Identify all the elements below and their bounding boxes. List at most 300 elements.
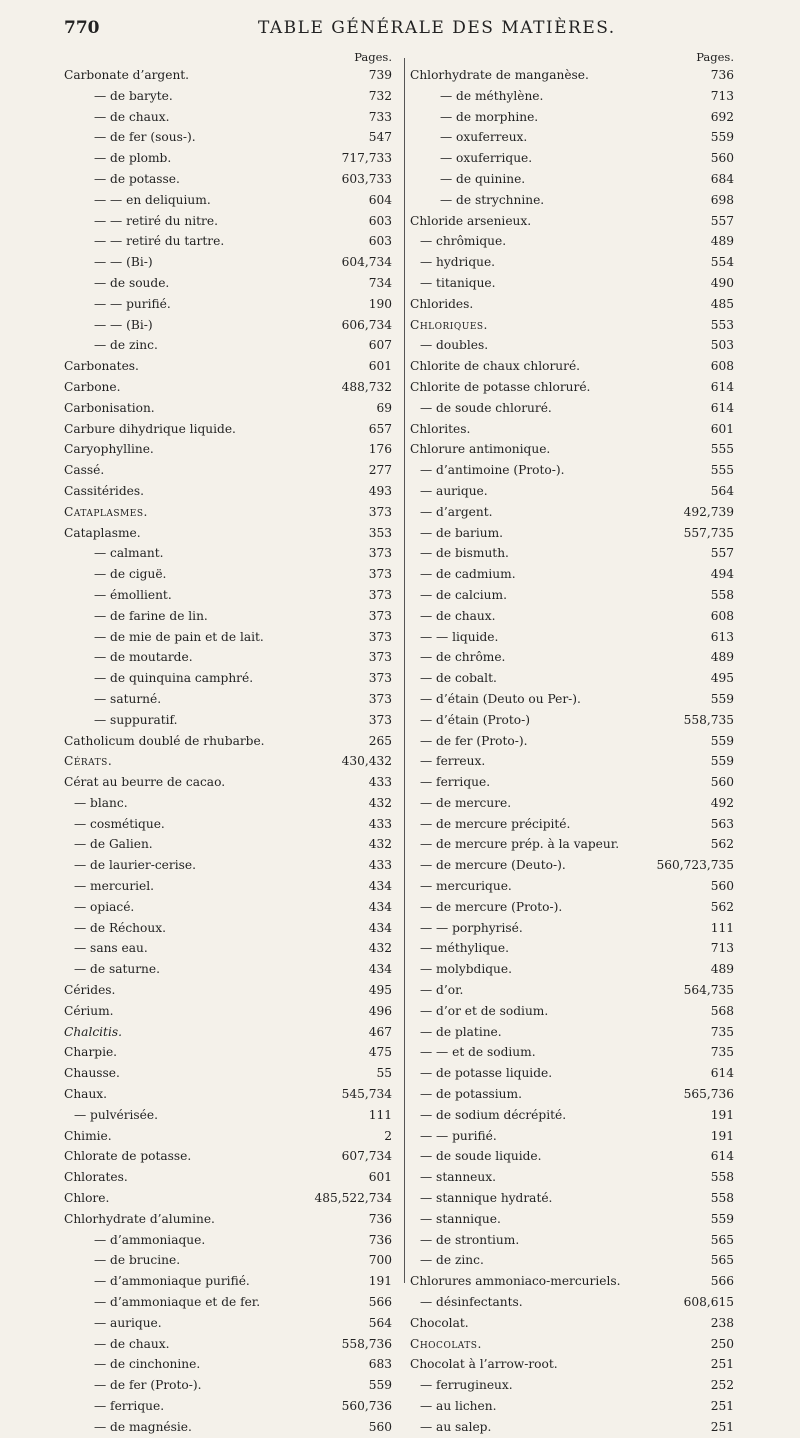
- index-entry: [410, 814, 742, 835]
- entry-pages: 614: [710, 400, 734, 415]
- entry-pages: 607,734: [341, 1149, 392, 1164]
- index-entry: [64, 647, 400, 668]
- entry-term: — molybdique.: [420, 962, 512, 977]
- index-entry: [64, 1126, 400, 1147]
- entry-term: — de laurier-cerise.: [74, 858, 196, 873]
- entry-pages: 560: [710, 775, 734, 790]
- index-entry: [410, 107, 742, 128]
- entry-term: — — (Bi-): [94, 317, 153, 332]
- entry-term: Charpie.: [64, 1045, 118, 1060]
- entry-pages: 373: [368, 567, 392, 582]
- index-entry: [64, 356, 400, 377]
- entry-term: — d’argent.: [420, 504, 493, 519]
- entry-pages: 558: [710, 587, 734, 602]
- entry-term: — de soude.: [94, 275, 170, 290]
- entry-term: — cosmétique.: [74, 816, 165, 831]
- entry-pages: 562: [710, 899, 734, 914]
- index-entry: [64, 1146, 400, 1167]
- index-entry: [64, 668, 400, 689]
- entry-term: — de bismuth.: [420, 546, 509, 561]
- entry-term: — de cadmium.: [420, 567, 516, 582]
- index-entry: [410, 398, 742, 419]
- pages-column-label: Pages.: [696, 50, 734, 64]
- entry-term: — de plomb.: [94, 151, 172, 166]
- index-entry: [410, 335, 742, 356]
- entry-term: — de potasse liquide.: [420, 1066, 553, 1081]
- entry-term: — au lichen.: [420, 1399, 497, 1413]
- entry-pages: 494: [710, 567, 734, 582]
- index-entry: [410, 793, 742, 814]
- entry-term: Chimie.: [64, 1128, 112, 1143]
- index-entry: [64, 1250, 400, 1271]
- entry-pages: 559: [710, 1211, 734, 1226]
- entry-pages: 614: [710, 379, 734, 394]
- entry-term: Chlorures ammoniaco-mercuriels.: [410, 1274, 621, 1289]
- entry-term: Chlorates.: [64, 1170, 128, 1185]
- index-entry: [64, 793, 400, 814]
- entry-term: — de cinchonine.: [94, 1357, 201, 1372]
- entry-term: — d’or.: [420, 983, 464, 998]
- entry-pages: 698: [710, 192, 734, 207]
- entry-term: — oxuferreux.: [440, 130, 528, 145]
- index-entry: [64, 419, 400, 440]
- entry-pages: 603,733: [341, 171, 392, 186]
- entry-term: — ferrique.: [94, 1399, 165, 1413]
- index-entry: [64, 398, 400, 419]
- entry-term: — — en deliquium.: [94, 192, 211, 207]
- index-entry: [64, 502, 400, 523]
- index-entry: [410, 377, 742, 398]
- entry-term: — stannique hydraté.: [420, 1191, 553, 1206]
- entry-pages: 684: [710, 171, 734, 186]
- index-entry: [410, 1126, 742, 1147]
- entry-pages: 566: [368, 1295, 392, 1310]
- entry-pages: 432: [368, 941, 392, 956]
- page-header: [0, 18, 800, 42]
- index-entry: [410, 1001, 742, 1022]
- index-entry: [64, 1313, 400, 1334]
- index-entry: [64, 148, 400, 169]
- entry-term: Chloriques.: [410, 317, 488, 332]
- index-entry: [410, 1417, 742, 1438]
- index-entry: [64, 377, 400, 398]
- index-entry: [410, 127, 742, 148]
- index-entry: [64, 1334, 400, 1355]
- entry-term: Chocolat à l’arrow-root.: [410, 1357, 558, 1372]
- index-entry: [410, 897, 742, 918]
- entry-term: Chlorhydrate de manganèse.: [410, 68, 589, 82]
- entry-term: — de sodium décrépité.: [420, 1107, 567, 1122]
- entry-pages: 2: [384, 1128, 392, 1143]
- entry-pages: 433: [368, 816, 392, 831]
- entry-pages: 373: [368, 629, 392, 644]
- entry-pages: 553: [710, 317, 734, 332]
- index-entry: [64, 980, 400, 1001]
- index-entry: [410, 731, 742, 752]
- index-entry: [410, 1354, 742, 1375]
- entry-pages: 560,723,735: [656, 858, 734, 873]
- index-entry: [64, 1022, 400, 1043]
- index-entry: [64, 315, 400, 336]
- entry-pages: 601: [368, 359, 392, 374]
- index-entry: [410, 1209, 742, 1230]
- entry-term: — émollient.: [94, 587, 172, 602]
- entry-pages: 604: [368, 192, 392, 207]
- entry-term: Chaux.: [64, 1087, 108, 1102]
- entry-pages: 559: [710, 691, 734, 706]
- entry-term: Cassé.: [64, 463, 105, 478]
- entry-term: Cérides.: [64, 983, 116, 998]
- entry-pages: 558: [710, 1191, 734, 1206]
- index-entry: [64, 1063, 400, 1084]
- index-entry: [64, 481, 400, 502]
- entry-term: — — retiré du nitre.: [94, 213, 218, 228]
- entry-term: — de platine.: [420, 1024, 502, 1039]
- entry-pages: 191: [368, 1274, 392, 1289]
- entry-term: Chlorite de potasse chloruré.: [410, 379, 591, 394]
- entry-term: — de strontium.: [420, 1232, 520, 1247]
- entry-pages: 713: [710, 88, 734, 103]
- index-entry: [410, 1313, 742, 1334]
- entry-term: — de strychnine.: [440, 192, 545, 207]
- entry-term: Chlorides.: [410, 296, 474, 311]
- index-entry: [64, 627, 400, 648]
- index-entry: [410, 876, 742, 897]
- column-divider: [404, 58, 405, 1283]
- entry-term: Carbonate d’argent.: [64, 68, 190, 82]
- entry-pages: 373: [368, 504, 392, 519]
- entry-pages: 252: [710, 1378, 734, 1393]
- index-entry: [410, 86, 742, 107]
- index-entry: [64, 897, 400, 918]
- entry-term: — chrômique.: [420, 234, 507, 249]
- entry-pages: 560,736: [341, 1399, 392, 1413]
- entry-term: Cataplasme.: [64, 525, 141, 540]
- entry-pages: 373: [368, 691, 392, 706]
- entry-term: — d’antimoine (Proto-).: [420, 463, 565, 478]
- entry-pages: 566: [710, 1274, 734, 1289]
- entry-term: Cérium.: [64, 1003, 114, 1018]
- entry-term: — stanneux.: [420, 1170, 496, 1185]
- entry-pages: 111: [368, 1107, 392, 1122]
- entry-pages: 432: [368, 837, 392, 852]
- index-entry: [410, 1250, 742, 1271]
- index-entry: [410, 523, 742, 544]
- entry-pages: 490: [710, 275, 734, 290]
- entry-pages: 601: [368, 1170, 392, 1185]
- entry-pages: 485: [710, 296, 734, 311]
- entry-term: — titanique.: [420, 275, 496, 290]
- entry-term: — stannique.: [420, 1211, 501, 1226]
- running-title: TABLE GÉNÉRALE DES MATIÈRES.: [258, 18, 616, 38]
- entry-pages: 545,734: [341, 1087, 392, 1102]
- index-entry: [64, 855, 400, 876]
- index-entry: [410, 231, 742, 252]
- entry-pages: 432: [368, 795, 392, 810]
- index-entry: [410, 273, 742, 294]
- entry-pages: 496: [368, 1003, 392, 1018]
- entry-pages: 488,732: [341, 379, 392, 394]
- entry-pages: 700: [368, 1253, 392, 1268]
- entry-term: — de chaux.: [94, 1336, 170, 1351]
- entry-term: — de méthylène.: [440, 88, 544, 103]
- entry-term: Carbonisation.: [64, 400, 155, 415]
- entry-pages: 734: [368, 275, 392, 290]
- index-entry: [64, 564, 400, 585]
- entry-term: — de morphine.: [440, 109, 539, 124]
- entry-pages: 613: [710, 629, 734, 644]
- entry-pages: 373: [368, 608, 392, 623]
- entry-pages: 739: [368, 68, 392, 82]
- entry-term: — — retiré du tartre.: [94, 234, 225, 249]
- entry-pages: 190: [368, 296, 392, 311]
- entry-pages: 191: [710, 1107, 734, 1122]
- entry-term: — de farine de lin.: [94, 608, 208, 623]
- index-entry: [410, 460, 742, 481]
- index-entry: [410, 1271, 742, 1292]
- entry-pages: 489: [710, 962, 734, 977]
- entry-term: — de potassium.: [420, 1087, 522, 1102]
- entry-term: — sans eau.: [74, 941, 148, 956]
- index-entry: [64, 772, 400, 793]
- index-entry: [410, 606, 742, 627]
- entry-pages: 176: [368, 442, 392, 457]
- page-number: 770: [64, 18, 100, 38]
- entry-term: — de quinine.: [440, 171, 526, 186]
- index-entry: [410, 689, 742, 710]
- index-entry: [410, 439, 742, 460]
- entry-pages: 277: [368, 463, 392, 478]
- entry-term: — suppuratif.: [94, 712, 178, 727]
- entry-term: — de mercure (Proto-).: [420, 899, 563, 914]
- index-entry: [64, 1188, 400, 1209]
- entry-term: — ferrique.: [420, 775, 491, 790]
- entry-term: Chlorites.: [410, 421, 471, 436]
- entry-term: — mercuriel.: [74, 879, 155, 894]
- entry-term: — de mercure (Deuto-).: [420, 858, 566, 873]
- entry-term: — de barium.: [420, 525, 504, 540]
- entry-term: — d’ammoniaque.: [94, 1232, 206, 1247]
- entry-term: — — et de sodium.: [420, 1045, 536, 1060]
- index-entry: [410, 315, 742, 336]
- index-entry: [410, 834, 742, 855]
- entry-term: — aurique.: [420, 483, 488, 498]
- entry-pages: 373: [368, 650, 392, 665]
- entry-pages: 251: [710, 1399, 734, 1413]
- entry-pages: 560: [368, 1419, 392, 1434]
- index-entry: [410, 419, 742, 440]
- entry-term: Chlore.: [64, 1191, 110, 1206]
- entry-pages: 657: [368, 421, 392, 436]
- index-entry: [410, 1375, 742, 1396]
- entry-pages: 69: [376, 400, 392, 415]
- entry-pages: 555: [710, 463, 734, 478]
- entry-term: Chlorure antimonique.: [410, 442, 551, 457]
- index-entry: [410, 647, 742, 668]
- index-entry: [64, 1417, 400, 1438]
- index-entry: [64, 585, 400, 606]
- index-entry: [64, 252, 400, 273]
- entry-pages: 564: [368, 1315, 392, 1330]
- index-entry: [64, 86, 400, 107]
- index-entry: [64, 606, 400, 627]
- index-entry: [64, 127, 400, 148]
- entry-pages: 467: [368, 1024, 392, 1039]
- entry-pages: 559: [710, 754, 734, 769]
- index-entry: [64, 959, 400, 980]
- index-entry: [64, 918, 400, 939]
- entry-pages: 434: [368, 899, 392, 914]
- entry-pages: 608: [710, 359, 734, 374]
- entry-pages: 555: [710, 442, 734, 457]
- index-entry: [64, 231, 400, 252]
- entry-term: — de zinc.: [420, 1253, 484, 1268]
- entry-pages: 373: [368, 587, 392, 602]
- entry-term: — de fer (Proto-).: [420, 733, 528, 748]
- entry-term: — de chaux.: [420, 608, 496, 623]
- entry-term: — d’étain (Proto-): [420, 712, 530, 727]
- index-entry: [410, 1230, 742, 1251]
- entry-pages: 565: [710, 1232, 734, 1247]
- entry-term: — désinfectants.: [420, 1295, 523, 1310]
- entry-pages: 736: [710, 68, 734, 82]
- entry-pages: 251: [710, 1357, 734, 1372]
- entry-pages: 565,736: [683, 1087, 734, 1102]
- entry-pages: 562: [710, 837, 734, 852]
- entry-term: — de Galien.: [74, 837, 153, 852]
- entry-pages: 732: [368, 88, 392, 103]
- entry-pages: 614: [710, 1066, 734, 1081]
- entry-pages: 111: [710, 920, 734, 935]
- entry-pages: 250: [710, 1336, 734, 1351]
- entry-term: — blanc.: [74, 795, 128, 810]
- entry-pages: 565: [710, 1253, 734, 1268]
- entry-term: Carbure dihydrique liquide.: [64, 421, 236, 436]
- entry-pages: 735: [710, 1024, 734, 1039]
- entry-term: — de magnésie.: [94, 1419, 192, 1434]
- entry-term: — d’ammoniaque purifié.: [94, 1274, 250, 1289]
- index-entry: [64, 65, 400, 86]
- index-entry: [410, 855, 742, 876]
- entry-term: Chausse.: [64, 1066, 120, 1081]
- index-entry: [64, 814, 400, 835]
- entry-pages: 251: [710, 1419, 734, 1434]
- index-entry: [64, 294, 400, 315]
- entry-pages: 489: [710, 650, 734, 665]
- index-entry: [64, 1001, 400, 1022]
- entry-pages: 547: [368, 130, 392, 145]
- entry-term: — d’ammoniaque et de fer.: [94, 1295, 261, 1310]
- index-entry: [64, 731, 400, 752]
- index-entry: [410, 502, 742, 523]
- index-entry: [64, 876, 400, 897]
- entry-pages: 563: [710, 816, 734, 831]
- entry-pages: 736: [368, 1211, 392, 1226]
- entry-term: Cérat au beurre de cacao.: [64, 775, 226, 790]
- entry-pages: 433: [368, 775, 392, 790]
- entry-pages: 736: [368, 1232, 392, 1247]
- entry-pages: 495: [710, 671, 734, 686]
- entry-pages: 735: [710, 1045, 734, 1060]
- index-entry: [410, 772, 742, 793]
- entry-term: — doubles.: [420, 338, 489, 353]
- entry-term: — de mercure précipité.: [420, 816, 571, 831]
- entry-pages: 603: [368, 234, 392, 249]
- index-entry: [410, 1084, 742, 1105]
- entry-term: Chocolat.: [410, 1315, 469, 1330]
- index-entry: [64, 335, 400, 356]
- entry-term: Caryophylline.: [64, 442, 154, 457]
- entry-pages: 683: [368, 1357, 392, 1372]
- entry-term: — de chaux.: [94, 109, 170, 124]
- index-entry: [64, 1084, 400, 1105]
- index-entry: [410, 959, 742, 980]
- entry-pages: 560: [710, 151, 734, 166]
- entry-pages: 603: [368, 213, 392, 228]
- entry-term: — au salep.: [420, 1419, 492, 1434]
- entry-pages: 606,734: [341, 317, 392, 332]
- entry-term: — ferreux.: [420, 754, 486, 769]
- entry-term: — de mie de pain et de lait.: [94, 629, 264, 644]
- index-entry: [64, 1042, 400, 1063]
- entry-pages: 492,739: [683, 504, 734, 519]
- entry-pages: 430,432: [341, 754, 392, 769]
- entry-term: — de zinc.: [94, 338, 158, 353]
- entry-pages: 733: [368, 109, 392, 124]
- entry-term: Chlorate de potasse.: [64, 1149, 192, 1164]
- entry-term: Chlorite de chaux chloruré.: [410, 359, 581, 374]
- entry-pages: 434: [368, 920, 392, 935]
- index-entry: [64, 460, 400, 481]
- index-entry: [64, 273, 400, 294]
- entry-pages: 503: [710, 338, 734, 353]
- index-entry: [410, 356, 742, 377]
- entry-term: — — (Bi-): [94, 255, 153, 270]
- entry-term: — méthylique.: [420, 941, 509, 956]
- entry-term: — d’étain (Deuto ou Per-).: [420, 691, 581, 706]
- entry-pages: 608,615: [683, 1295, 734, 1310]
- entry-term: — de moutarde.: [94, 650, 193, 665]
- entry-pages: 495: [368, 983, 392, 998]
- entry-pages: 607: [368, 338, 392, 353]
- index-entry: [64, 1375, 400, 1396]
- entry-term: — de chrôme.: [420, 650, 506, 665]
- entry-pages: 604,734: [341, 255, 392, 270]
- entry-pages: 564,735: [683, 983, 734, 998]
- index-entry: [64, 543, 400, 564]
- index-entry: [410, 1396, 742, 1417]
- entry-term: — de ciguë.: [94, 567, 167, 582]
- entry-term: — — purifié.: [94, 296, 171, 311]
- entry-pages: 554: [710, 255, 734, 270]
- entry-term: — aurique.: [94, 1315, 162, 1330]
- index-entry: [410, 148, 742, 169]
- index-entry: [410, 169, 742, 190]
- entry-term: Carbone.: [64, 379, 121, 394]
- entry-pages: 557,735: [683, 525, 734, 540]
- entry-pages: 559: [710, 733, 734, 748]
- entry-pages: 558,735: [683, 712, 734, 727]
- entry-term: Cérats.: [64, 754, 113, 769]
- index-entry: [64, 1209, 400, 1230]
- entry-pages: 434: [368, 879, 392, 894]
- pages-column-label: Pages.: [354, 50, 392, 64]
- index-entry: [410, 980, 742, 1001]
- index-entry: [64, 938, 400, 959]
- entry-term: Cataplasmes.: [64, 504, 148, 519]
- index-entry: [64, 439, 400, 460]
- index-entry: [64, 710, 400, 731]
